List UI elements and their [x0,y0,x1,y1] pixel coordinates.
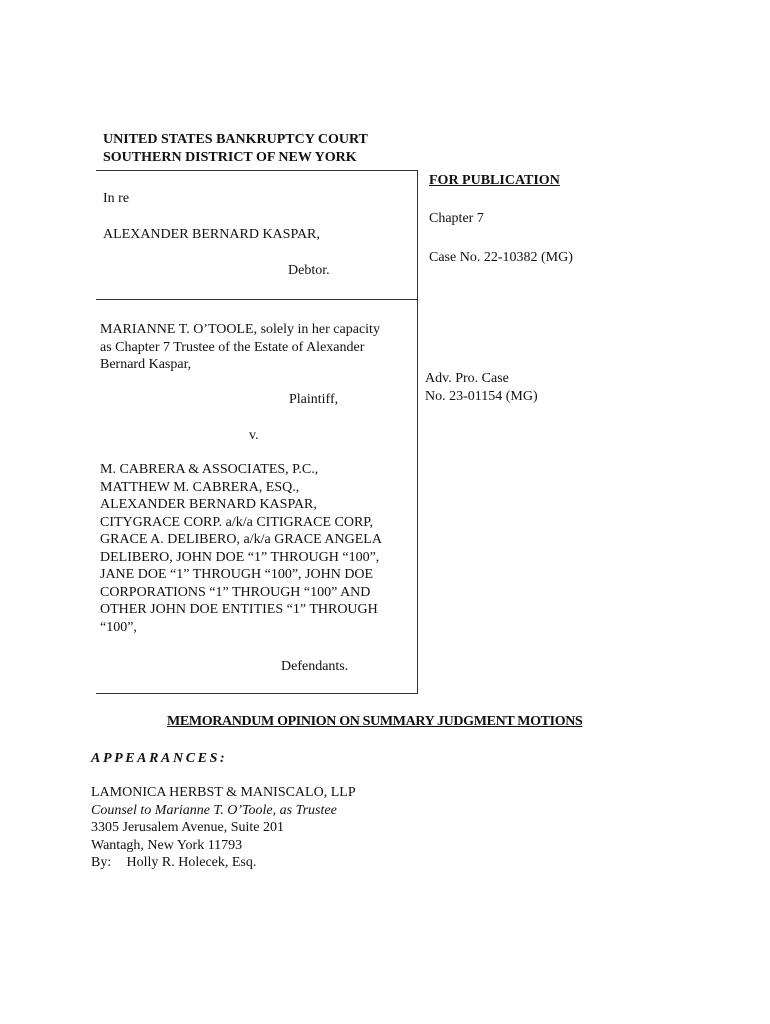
attorney-line [91,854,356,872]
plaintiff-block [100,321,380,374]
plaintiff-line: as Chapter 7 Trustee of the Estate of Alexander [100,339,365,355]
address-line-1: 3305 Jerusalem Avenue, Suite 201 [91,820,284,835]
court-name: UNITED STATES BANKRUPTCY COURT [103,132,368,147]
caption-top-rule [96,170,418,171]
in-re-label: In re [103,191,130,206]
by-label: By: [91,855,112,870]
caption-middle-rule [96,299,418,300]
law-firm-name: LAMONICA HERBST & MANISCALO, LLP [91,785,356,800]
debtor-name: ALEXANDER BERNARD KASPAR, [103,227,320,242]
court-district: SOUTHERN DISTRICT OF NEW YORK [103,150,357,165]
defendants-block [100,461,382,636]
caption-right-rule [417,170,418,694]
appearances-title: APPEARANCES: [91,751,228,766]
counsel-role: Counsel to Marianne T. O’Toole, as Trustee [91,802,337,818]
defendant-line: OTHER JOHN DOE ENTITIES “1” THROUGH [100,602,378,617]
chapter-label: Chapter 7 [429,211,484,226]
defendant-role: Defendants. [281,659,349,674]
defendant-line: ALEXANDER BERNARD KASPAR, [100,497,317,512]
address-line-2: Wantagh, New York 11793 [91,837,243,853]
attorney-name: Holly R. Holecek, Esq. [126,855,257,870]
case-number: Case No. 22-10382 (MG) [429,250,573,265]
adv-pro-case-label: Adv. Pro. Case [425,371,509,386]
memorandum-title: MEMORANDUM OPINION ON SUMMARY JUDGMENT MOTIONS [167,714,583,729]
defendant-line: “100”, [100,619,137,635]
defendant-line: JANE DOE “1” THROUGH “100”, JOHN DOE [100,567,374,582]
court-header [103,131,368,167]
defendant-line: GRACE A. DELIBERO, a/k/a GRACE ANGELA [100,532,382,547]
for-publication-label: FOR PUBLICATION [429,173,560,188]
plaintiff-line: MARIANNE T. O’TOOLE, solely in her capacity [100,322,380,337]
plaintiff-line: Bernard Kaspar, [100,357,192,372]
caption-bottom-rule [96,693,418,694]
defendant-line: M. CABRERA & ASSOCIATES, P.C., [100,462,319,477]
defendant-line: CITYGRACE CORP. a/k/a CITIGRACE CORP, [100,514,374,530]
versus: v. [249,428,259,443]
defendant-line: CORPORATIONS “1” THROUGH “100” AND [100,584,371,600]
defendant-line: MATTHEW M. CABRERA, ESQ., [100,479,300,495]
plaintiff-role: Plaintiff, [289,392,339,407]
counsel-block [91,784,356,872]
defendant-line: DELIBERO, JOHN DOE “1” THROUGH “100”, [100,549,380,565]
debtor-role: Debtor. [288,263,330,278]
adv-pro-case-number: No. 23-01154 (MG) [425,389,538,404]
